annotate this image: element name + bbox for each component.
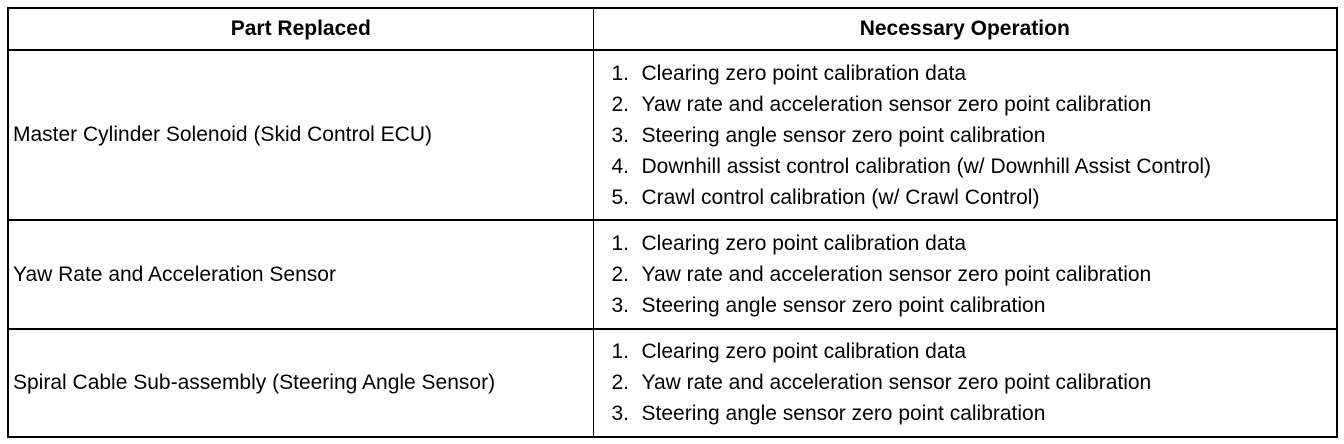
operation-item xyxy=(612,182,1337,213)
operation-number: 3. xyxy=(611,123,630,147)
operation-number: 2. xyxy=(611,92,630,116)
operations-list xyxy=(594,228,1337,321)
header-necessary-operation: Necessary Operation xyxy=(593,9,1336,50)
operation-item xyxy=(612,120,1337,151)
part-cell: Yaw Rate and Acceleration Sensor xyxy=(9,220,593,328)
operations-cell xyxy=(593,220,1336,328)
operation-item xyxy=(612,398,1337,429)
operation-item xyxy=(612,151,1337,182)
table-row xyxy=(9,329,1336,436)
operation-text: Steering angle sensor zero point calibration xyxy=(641,402,1046,426)
operation-item xyxy=(612,259,1337,290)
operations-list xyxy=(594,58,1337,213)
part-cell: Spiral Cable Sub-assembly (Steering Angle Sensor) xyxy=(9,329,593,436)
operations-cell xyxy=(593,329,1336,436)
operations-cell xyxy=(593,50,1336,220)
part-cell: Master Cylinder Solenoid (Skid Control ECU) xyxy=(9,50,593,220)
operation-number: 1. xyxy=(611,340,630,364)
calibration-table-frame xyxy=(7,7,1338,438)
header-part-replaced: Part Replaced xyxy=(9,9,593,50)
operation-number: 1. xyxy=(611,61,630,85)
operation-item xyxy=(612,336,1337,367)
operation-item xyxy=(612,228,1337,259)
operation-text: Steering angle sensor zero point calibration xyxy=(641,294,1046,318)
operation-text: Yaw rate and acceleration sensor zero point calibration xyxy=(641,263,1152,287)
operation-text: Yaw rate and acceleration sensor zero point calibration xyxy=(641,371,1152,395)
operation-number: 5. xyxy=(611,185,630,209)
operation-number: 3. xyxy=(611,294,630,318)
operation-number: 1. xyxy=(611,232,630,256)
operation-item xyxy=(612,290,1337,321)
operation-number: 3. xyxy=(611,402,630,426)
operation-text: Yaw rate and acceleration sensor zero point calibration xyxy=(641,92,1152,116)
operation-text: Clearing zero point calibration data xyxy=(641,340,967,364)
operation-number: 2. xyxy=(611,263,630,287)
operations-list xyxy=(594,336,1337,429)
operation-item xyxy=(612,89,1337,120)
operation-item xyxy=(612,58,1337,89)
operation-text: Steering angle sensor zero point calibration xyxy=(641,123,1046,147)
operation-number: 2. xyxy=(611,371,630,395)
operation-text: Clearing zero point calibration data xyxy=(641,61,967,85)
operation-text: Crawl control calibration (w/ Crawl Control) xyxy=(641,185,1040,209)
calibration-table xyxy=(9,9,1336,436)
table-header-row xyxy=(9,9,1336,50)
operation-text: Downhill assist control calibration (w/ Downhill Assist Control) xyxy=(641,154,1212,178)
table-row xyxy=(9,50,1336,220)
operation-number: 4. xyxy=(611,154,630,178)
table-row xyxy=(9,220,1336,328)
operation-item xyxy=(612,367,1337,398)
operation-text: Clearing zero point calibration data xyxy=(641,232,967,256)
